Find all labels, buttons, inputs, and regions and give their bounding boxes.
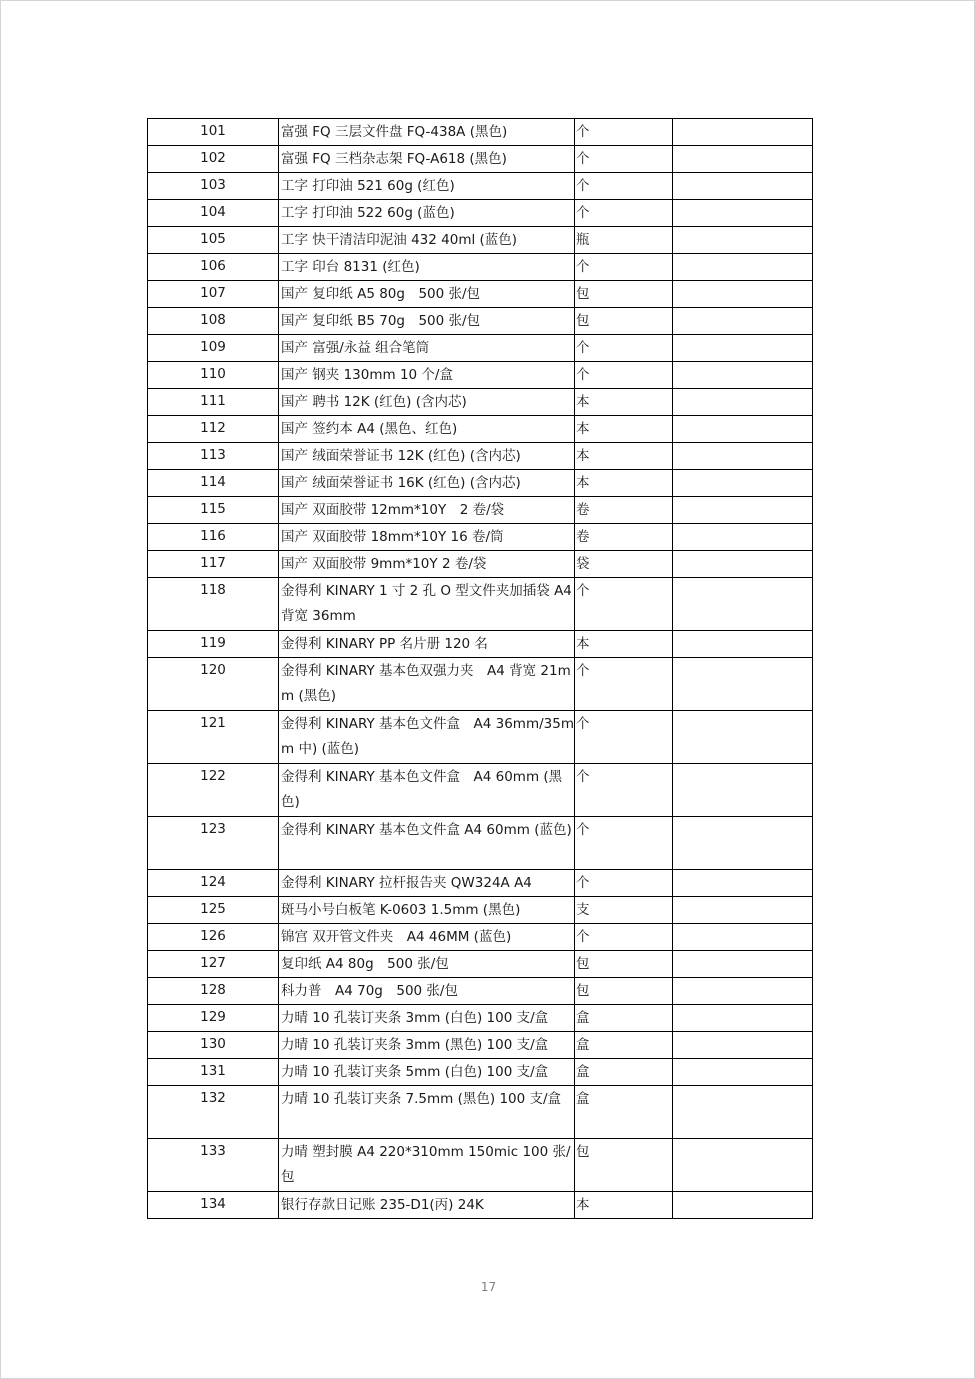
table-row [148,497,813,524]
item-name: 国产 复印纸 A5 80g 500 张/包 [279,281,575,308]
table-row [148,443,813,470]
table-row [148,870,813,897]
item-name: 国产 聘书 12K (红色) (含内芯) [279,389,575,416]
item-unit: 本 [575,631,673,658]
item-extra [673,389,813,416]
item-name: 锦宫 双开管文件夹 A4 46MM (蓝色) [279,924,575,951]
item-unit: 个 [575,658,673,711]
item-name: 力晴 塑封膜 A4 220*310mm 150mic 100 张/包 [279,1139,575,1192]
page-number: 17 [480,1280,497,1294]
table-row [148,897,813,924]
item-unit: 个 [575,578,673,631]
item-number: 125 [148,897,279,924]
item-name: 力晴 10 孔装订夹条 3mm (黑色) 100 支/盒 [279,1032,575,1059]
item-name: 金得利 KINARY PP 名片册 120 名 [279,631,575,658]
item-number: 126 [148,924,279,951]
item-number: 111 [148,389,279,416]
item-extra [673,551,813,578]
item-unit: 个 [575,173,673,200]
item-extra [673,1139,813,1192]
item-unit: 本 [575,1192,673,1219]
table-row [148,711,813,764]
item-unit: 包 [575,281,673,308]
item-extra [673,1192,813,1219]
item-extra [673,870,813,897]
table-row [148,1059,813,1086]
item-extra [673,173,813,200]
item-extra [673,1005,813,1032]
table-row [148,146,813,173]
item-number: 124 [148,870,279,897]
item-name: 斑马小号白板笔 K-0603 1.5mm (黑色) [279,897,575,924]
item-number: 101 [148,119,279,146]
item-extra [673,951,813,978]
item-name: 工字 打印油 521 60g (红色) [279,173,575,200]
table-row [148,200,813,227]
item-number: 104 [148,200,279,227]
item-unit: 个 [575,870,673,897]
table-row [148,389,813,416]
item-name: 金得利 KINARY 基本色双强力夹 A4 背宽 21mm (黑色) [279,658,575,711]
item-number: 112 [148,416,279,443]
item-unit: 个 [575,362,673,389]
item-extra [673,978,813,1005]
item-extra [673,1059,813,1086]
table-row [148,1005,813,1032]
item-extra [673,1086,813,1139]
item-name: 金得利 KINARY 基本色文件盒 A4 60mm (蓝色) [279,817,575,870]
item-unit: 盒 [575,1059,673,1086]
item-extra [673,254,813,281]
item-unit: 个 [575,146,673,173]
item-unit: 卷 [575,524,673,551]
table-row [148,978,813,1005]
item-unit: 本 [575,470,673,497]
item-name: 力晴 10 孔装订夹条 5mm (白色) 100 支/盒 [279,1059,575,1086]
table-row [148,416,813,443]
item-extra [673,897,813,924]
item-unit: 包 [575,1139,673,1192]
item-number: 106 [148,254,279,281]
table-row [148,119,813,146]
item-unit: 个 [575,254,673,281]
item-number: 128 [148,978,279,1005]
table-row [148,254,813,281]
item-unit: 盒 [575,1032,673,1059]
item-name: 金得利 KINARY 拉杆报告夹 QW324A A4 [279,870,575,897]
item-name: 国产 复印纸 B5 70g 500 张/包 [279,308,575,335]
item-name: 富强 FQ 三档杂志架 FQ-A618 (黑色) [279,146,575,173]
item-name: 力晴 10 孔装订夹条 7.5mm (黑色) 100 支/盒 [279,1086,575,1139]
item-number: 107 [148,281,279,308]
item-name: 国产 钢夹 130mm 10 个/盒 [279,362,575,389]
item-extra [673,658,813,711]
item-extra [673,443,813,470]
table-row [148,578,813,631]
item-extra [673,1032,813,1059]
item-number: 120 [148,658,279,711]
item-number: 131 [148,1059,279,1086]
item-unit: 个 [575,764,673,817]
item-name: 国产 绒面荣誉证书 16K (红色) (含内芯) [279,470,575,497]
item-name: 金得利 KINARY 基本色文件盒 A4 60mm (黑色) [279,764,575,817]
item-name: 复印纸 A4 80g 500 张/包 [279,951,575,978]
item-number: 117 [148,551,279,578]
item-number: 109 [148,335,279,362]
table-row [148,524,813,551]
item-name: 银行存款日记账 235-D1(丙) 24K [279,1192,575,1219]
table-row [148,470,813,497]
item-extra [673,764,813,817]
item-unit: 本 [575,389,673,416]
item-unit: 瓶 [575,227,673,254]
item-name: 国产 绒面荣誉证书 12K (红色) (含内芯) [279,443,575,470]
item-name: 国产 签约本 A4 (黑色、红色) [279,416,575,443]
item-unit: 个 [575,200,673,227]
item-number: 105 [148,227,279,254]
item-unit: 个 [575,119,673,146]
item-extra [673,146,813,173]
item-number: 115 [148,497,279,524]
item-unit: 支 [575,897,673,924]
item-number: 122 [148,764,279,817]
item-extra [673,281,813,308]
item-extra [673,924,813,951]
table-row [148,308,813,335]
table-row [148,335,813,362]
item-extra [673,362,813,389]
item-number: 133 [148,1139,279,1192]
item-extra [673,335,813,362]
item-name: 力晴 10 孔装订夹条 3mm (白色) 100 支/盒 [279,1005,575,1032]
table-row [148,1032,813,1059]
item-unit: 包 [575,308,673,335]
table-row [148,227,813,254]
table-row [148,631,813,658]
item-extra [673,119,813,146]
table-row [148,281,813,308]
item-unit: 个 [575,817,673,870]
item-number: 130 [148,1032,279,1059]
item-number: 118 [148,578,279,631]
item-number: 116 [148,524,279,551]
item-extra [673,416,813,443]
table-row [148,551,813,578]
item-number: 134 [148,1192,279,1219]
item-unit: 个 [575,335,673,362]
item-name: 工字 快干清洁印泥油 432 40ml (蓝色) [279,227,575,254]
item-extra [673,227,813,254]
item-number: 123 [148,817,279,870]
item-name: 富强 FQ 三层文件盘 FQ-438A (黑色) [279,119,575,146]
table-row [148,362,813,389]
item-number: 127 [148,951,279,978]
item-number: 114 [148,470,279,497]
item-number: 110 [148,362,279,389]
item-number: 121 [148,711,279,764]
item-unit: 包 [575,978,673,1005]
item-name: 工字 印台 8131 (红色) [279,254,575,281]
table-row [148,1192,813,1219]
table-row [148,1139,813,1192]
item-unit: 袋 [575,551,673,578]
item-extra [673,200,813,227]
item-extra [673,308,813,335]
item-unit: 本 [575,416,673,443]
item-unit: 本 [575,443,673,470]
item-unit: 盒 [575,1086,673,1139]
item-name: 金得利 KINARY 基本色文件盒 A4 36mm/35mm 中) (蓝色) [279,711,575,764]
item-extra [673,470,813,497]
item-name: 国产 双面胶带 9mm*10Y 2 卷/袋 [279,551,575,578]
item-name: 工字 打印油 522 60g (蓝色) [279,200,575,227]
item-extra [673,524,813,551]
item-extra [673,578,813,631]
item-extra [673,817,813,870]
table-row [148,764,813,817]
item-unit: 个 [575,924,673,951]
item-unit: 卷 [575,497,673,524]
item-number: 108 [148,308,279,335]
item-name: 国产 双面胶带 12mm*10Y 2 卷/袋 [279,497,575,524]
item-name: 科力普 A4 70g 500 张/包 [279,978,575,1005]
item-unit: 包 [575,951,673,978]
item-number: 129 [148,1005,279,1032]
item-extra [673,711,813,764]
item-number: 113 [148,443,279,470]
item-unit: 盒 [575,1005,673,1032]
table-row [148,924,813,951]
item-unit: 个 [575,711,673,764]
item-number: 103 [148,173,279,200]
table-row [148,658,813,711]
item-extra [673,631,813,658]
items-table [147,118,813,1219]
item-name: 金得利 KINARY 1 寸 2 孔 O 型文件夹加插袋 A4 背宽 36mm [279,578,575,631]
item-name: 国产 富强/永益 组合笔筒 [279,335,575,362]
table-row [148,1086,813,1139]
table-row [148,951,813,978]
items-table-body [148,119,813,1219]
table-row [148,173,813,200]
table-row [148,817,813,870]
item-number: 132 [148,1086,279,1139]
item-name: 国产 双面胶带 18mm*10Y 16 卷/筒 [279,524,575,551]
item-number: 102 [148,146,279,173]
item-extra [673,497,813,524]
item-number: 119 [148,631,279,658]
